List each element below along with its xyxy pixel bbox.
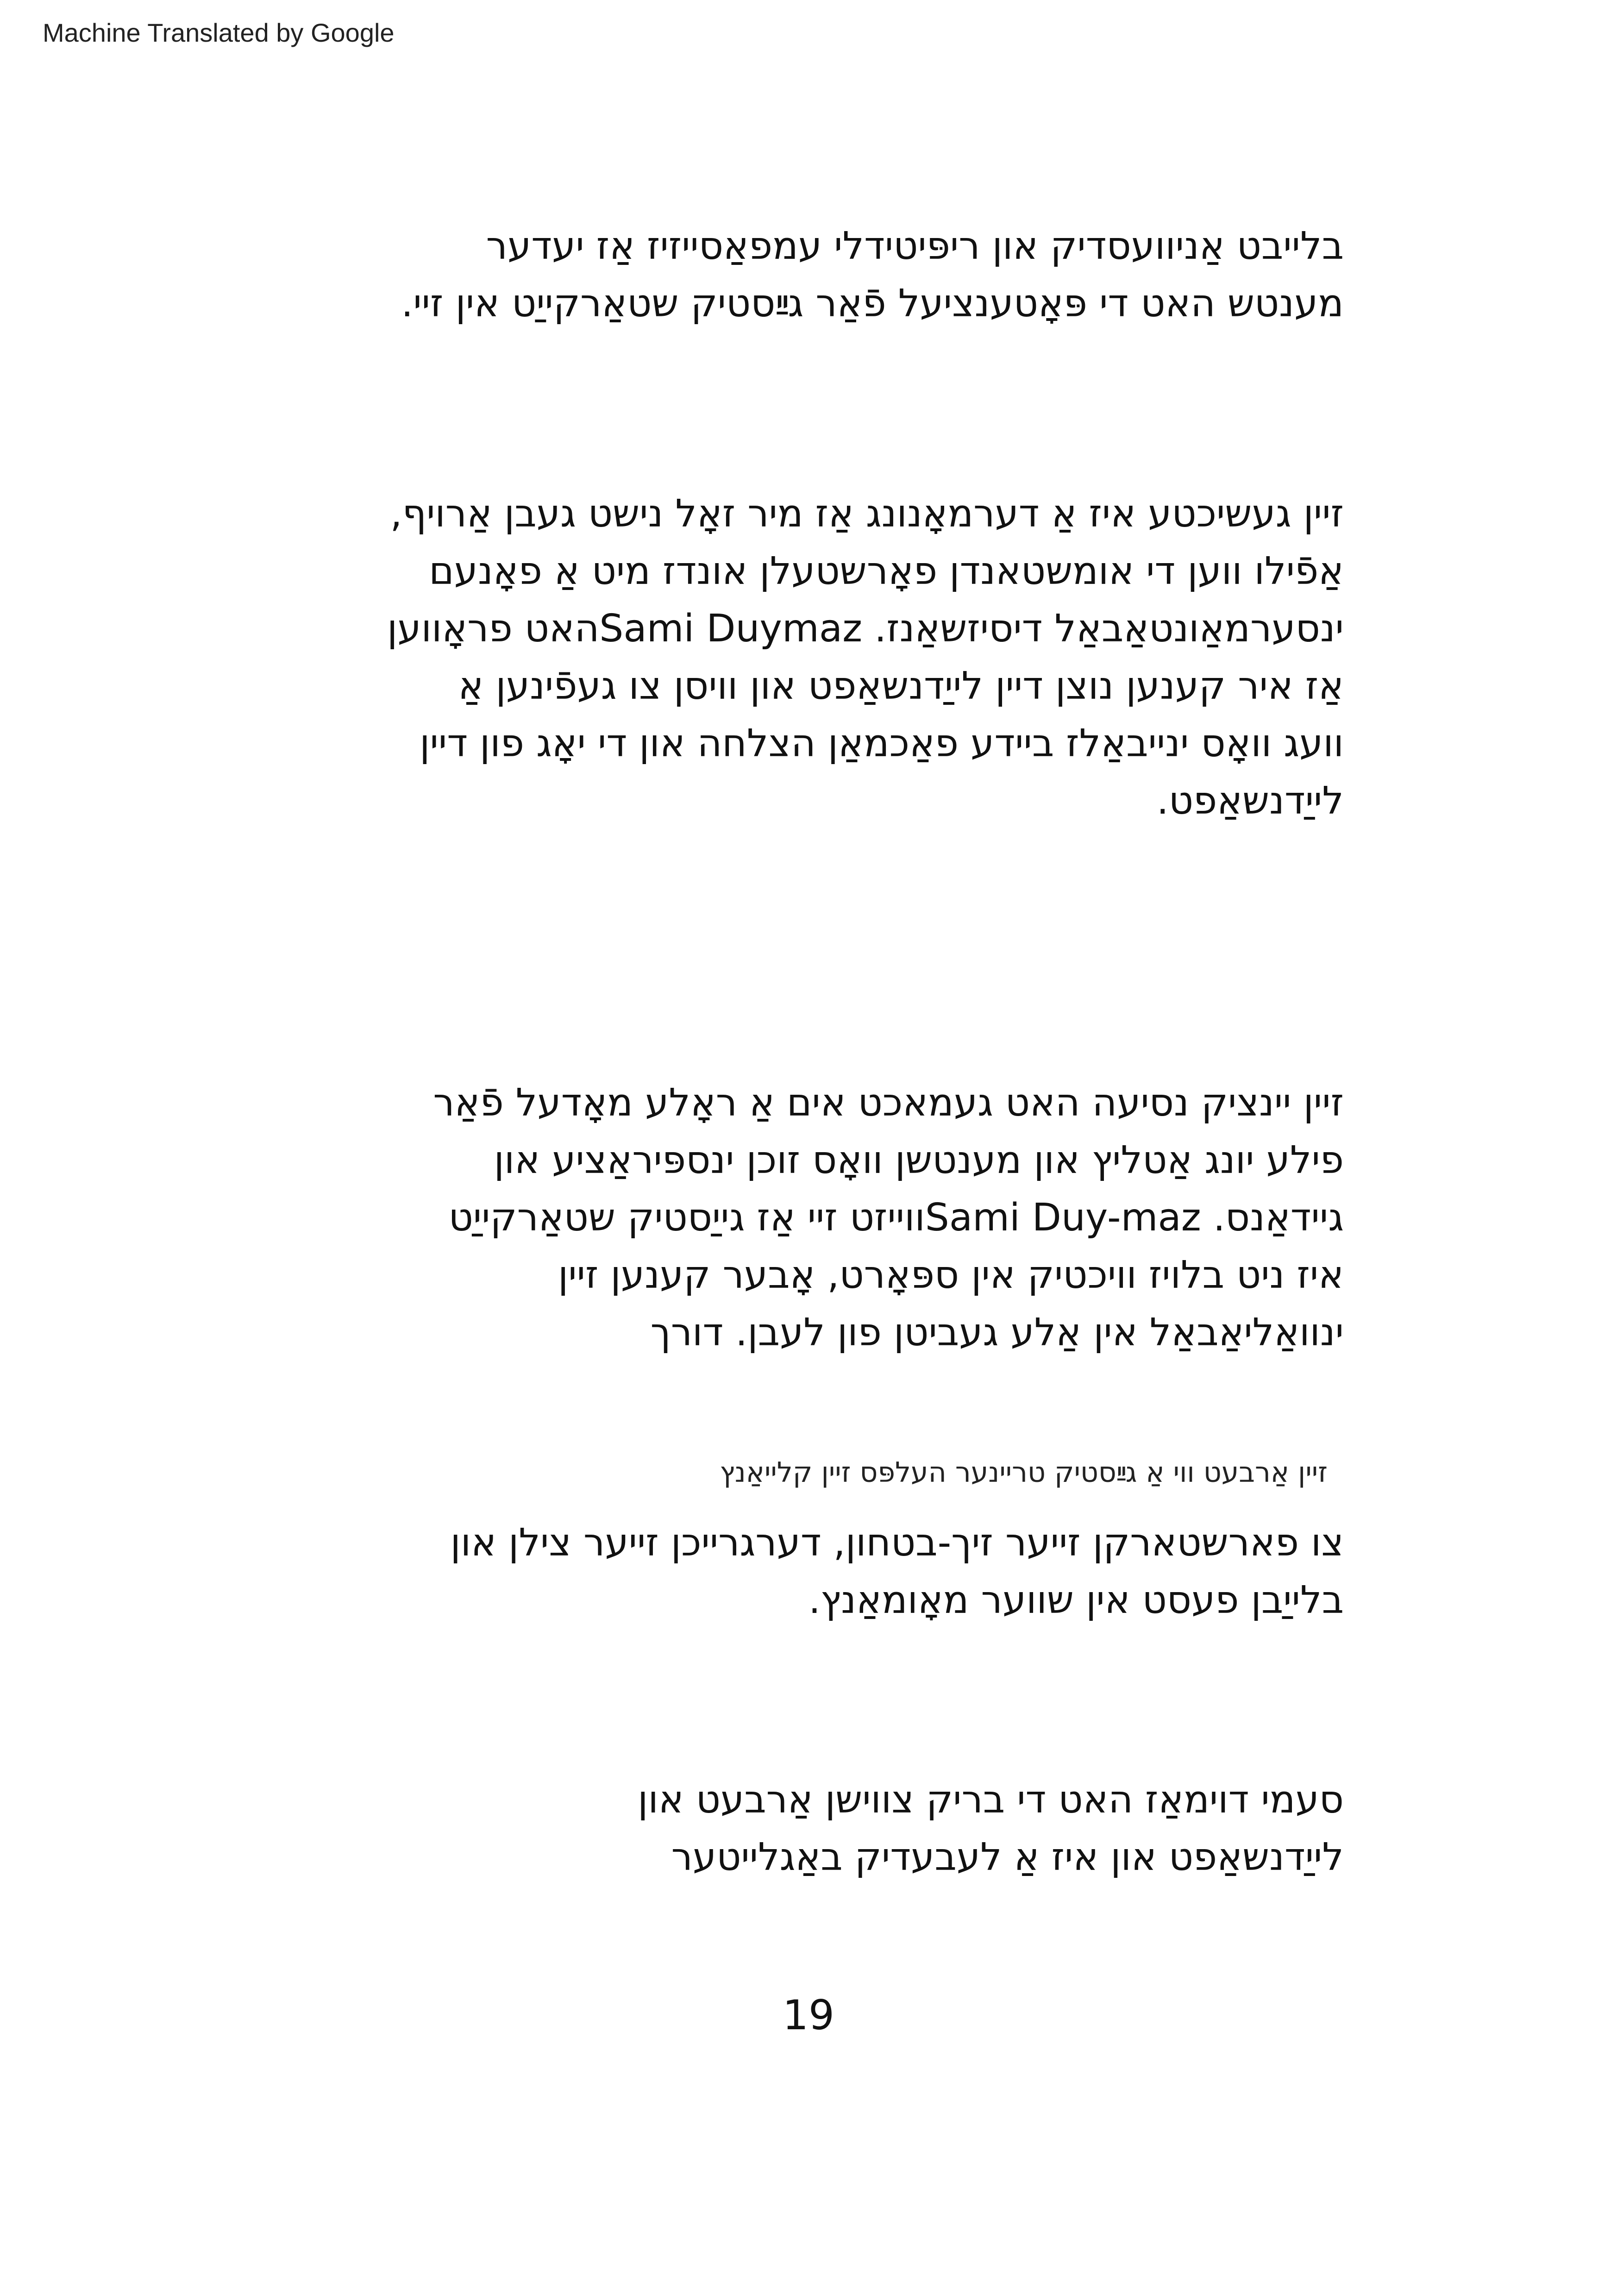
paragraph-line: בלייבט אַניוועסדיק און ריפּיטידלי עמפאַסייזיז אַז יעדער: [486, 224, 1344, 268]
paragraph-line: צו פארשטארקן זייער זיך-בטחון, דערגרייכן זייער צילן און: [450, 1521, 1344, 1565]
paragraph-line: גיידאַנס. Sami Duy-mazווייזט זיי אַז גייַסטיק שטאַרקייַט: [448, 1196, 1344, 1240]
paragraph-5: [638, 1771, 1344, 1886]
machine-translation-attribution: Machine Translated by Google: [43, 18, 395, 47]
paragraph-line: מענטש האט די פּאָטענציעל פֿאַר גײַסטיק שטאַרקייַט אין זיי.: [401, 282, 1344, 326]
paragraph-line: סעמי דוימאַז האט די בריק צווישן אַרבעט און: [638, 1778, 1344, 1822]
paragraph-line: לייַדנשאַפט.: [1156, 779, 1344, 823]
paragraph-4: [450, 1514, 1344, 1629]
page-number: 19: [783, 1991, 834, 2039]
paragraph-line: ינסערמאַונטאַבאַל דיסיזשאַנז. Sami Duymazהאט פראָווען: [387, 607, 1344, 651]
paragraph-line: פילע יונג אַטליץ און מענטשן וואָס זוכן ינספּיראַציע און: [494, 1138, 1344, 1182]
paragraph-line: אַפֿילו ווען די אומשטאנדן פאָרשטעלן אונדז מיט אַ פאָנעם: [429, 549, 1344, 593]
paragraph-1: [401, 218, 1344, 332]
paragraph-line: בלייַבן פעסט אין שווער מאָומאַנץ.: [808, 1578, 1344, 1622]
paragraph-line: זיין יינציק נסיעה האט געמאכט אים אַ ראָלע מאָדעל פֿאַר: [433, 1081, 1344, 1125]
paragraph-line: איז ניט בלויז וויכטיק אין ספּאָרט, אָבער קענען זיין: [558, 1253, 1344, 1297]
paragraph-3: [433, 1074, 1344, 1361]
paragraph-line: וועג וואָס ינייבאַלז ביידע פאַכמאַן הצלחה און די יאָג פון דיין: [420, 721, 1344, 765]
paragraph-line: זיין געשיכטע איז אַ דערמאָנונג אַז מיר זאָל נישט געבן אַרויף,: [390, 492, 1344, 536]
paragraph-line: לייַדנשאַפט און איז אַ לעבעדיק באַגלייטער: [671, 1835, 1344, 1879]
paragraph-line: ינוואַליאַבאַל אין אַלע געביטן פון לעבן. דורך: [650, 1311, 1344, 1355]
inline-note: זיין אַרבעט ווי אַ גײַסטיק טריינער העלפּס זיין קלייאַנץ: [720, 1456, 1328, 1489]
paragraph-2: [387, 485, 1344, 830]
paragraph-line: אַז איר קענען נוצן דיין לייַדנשאַפט און וויסן צו געפֿינען אַ: [458, 664, 1344, 708]
